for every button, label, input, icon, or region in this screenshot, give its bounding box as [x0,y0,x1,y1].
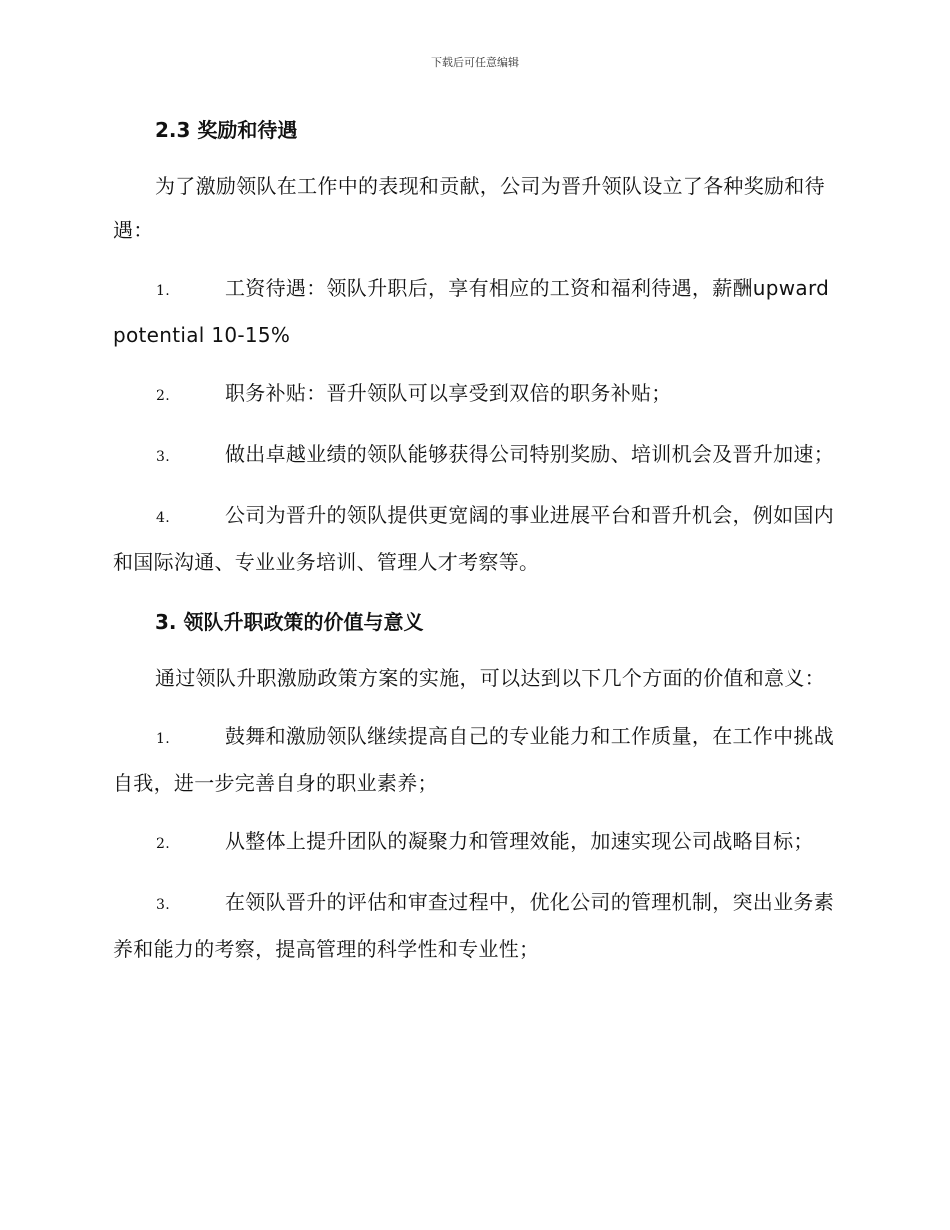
list-item [113,493,835,584]
reward-list [113,266,835,584]
list-number: 3. [156,449,170,465]
list-text: 职务补贴：晋升领队可以享受到双倍的职务补贴； [225,381,672,405]
list-number: 1. [156,283,170,299]
section-3-intro: 通过领队升职激励政策方案的实施，可以达到以下几个方面的价值和意义： [155,666,825,690]
list-text: 做出卓越业绩的领队能够获得公司特别奖励、培训机会及晋升加速； [225,442,834,466]
list-item [113,266,835,357]
list-text: 工资待遇：领队升职后，享有相应的工资和福利待遇，薪酬upward potential 10-15% [113,276,830,347]
list-number: 2. [156,836,170,852]
list-text: 鼓舞和激励领队继续提高自己的专业能力和工作质量，在工作中挑战自我，进一步完善自身的职业素养； [113,724,834,795]
list-number: 1. [156,731,170,747]
list-item [113,371,835,418]
list-item [113,714,835,805]
list-item [113,432,835,479]
list-text: 公司为晋升的领队提供更宽阔的事业进展平台和晋升机会，例如国内和国际沟通、专业业务培训、管理人才考察等。 [113,503,834,574]
list-text: 在领队晋升的评估和审查过程中，优化公司的管理机制，突出业务素养和能力的考察，提高管理的科学性和专业性； [113,890,834,961]
list-number: 4. [156,510,170,526]
section-2-3-intro: 为了激励领队在工作中的表现和贡献，公司为晋升领队设立了各种奖励和待遇： [113,174,825,242]
list-number: 2. [156,388,170,404]
list-text: 从整体上提升团队的凝聚力和管理效能，加速实现公司战略目标； [225,829,814,853]
document-body [113,110,835,971]
list-number: 3. [156,897,170,913]
page-header: 下载后可任意编辑 [431,56,519,69]
list-item [113,819,835,866]
value-list [113,714,835,971]
list-item [113,880,835,971]
section-heading-2-3: 2.3 奖励和待遇 [155,118,298,142]
section-heading-3: 3. 领队升职政策的价值与意义 [155,610,424,634]
